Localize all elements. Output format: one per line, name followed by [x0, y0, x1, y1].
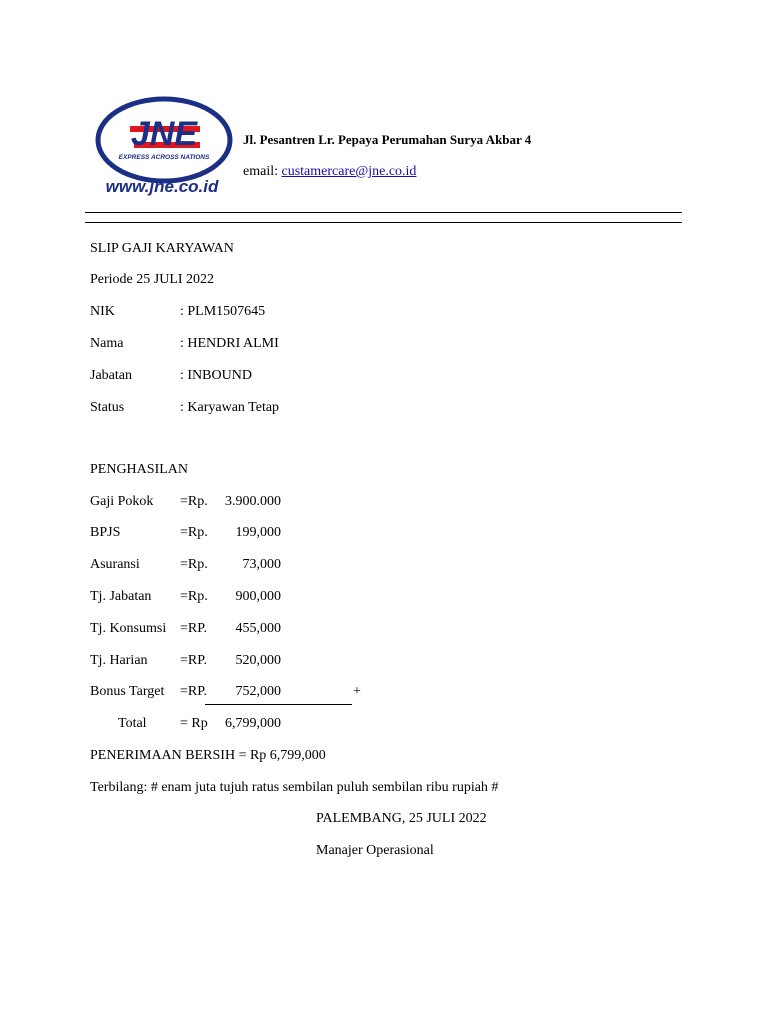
email-link[interactable]: custamercare@jne.co.id: [281, 164, 417, 179]
jne-logo-graphic: [94, 95, 234, 201]
income-label: BPJS: [90, 525, 121, 540]
income-amount: 3.900.000: [225, 494, 281, 509]
income-amount: 199,000: [235, 525, 281, 540]
employee-label: NIK: [90, 304, 115, 319]
jne-logo: [94, 95, 234, 201]
income-currency: =Rp.: [180, 525, 208, 540]
income-currency: =Rp.: [180, 589, 208, 604]
amount-in-words: Terbilang: # enam juta tujuh ratus sembilan puluh sembilan ribu rupiah #: [90, 780, 499, 795]
income-amount: 520,000: [235, 653, 281, 668]
employee-label: Nama: [90, 336, 124, 351]
net-salary: PENERIMAAN BERSIH = Rp 6,799,000: [90, 748, 326, 763]
sum-rule: [205, 704, 352, 705]
income-amount: 73,000: [242, 557, 281, 572]
logo-brand-text: JNE: [130, 115, 198, 153]
income-label: Tj. Harian: [90, 653, 148, 668]
income-label: Tj. Konsumsi: [90, 621, 167, 636]
income-heading: PENGHASILAN: [90, 462, 188, 477]
income-currency: =RP.: [180, 684, 207, 699]
logo-website: www.jne.co.id: [105, 177, 219, 196]
employee-value: : PLM1507645: [180, 304, 266, 319]
email-label: email:: [243, 164, 278, 179]
income-currency: =RP.: [180, 621, 207, 636]
total-currency: = Rp: [180, 716, 208, 731]
income-amount: 455,000: [235, 621, 281, 636]
header-rule-top: [85, 212, 682, 213]
logo-tagline: EXPRESS ACROSS NATIONS: [118, 154, 210, 161]
email-line: [243, 164, 416, 180]
income-amount: 900,000: [235, 589, 281, 604]
income-label: Asuransi: [90, 557, 140, 572]
slip-period: Periode 25 JULI 2022: [90, 272, 215, 287]
signature-place-date: PALEMBANG, 25 JULI 2022: [316, 811, 487, 826]
total-amount: 6,799,000: [225, 716, 281, 731]
income-label: Tj. Jabatan: [90, 589, 152, 604]
income-label: Gaji Pokok: [90, 494, 154, 509]
sum-plus-sign: +: [353, 684, 361, 699]
employee-value: : Karyawan Tetap: [180, 400, 280, 415]
total-label: Total: [118, 716, 147, 731]
employee-value: : HENDRI ALMI: [180, 336, 279, 351]
header-rule-bottom: [85, 222, 682, 223]
income-currency: =Rp.: [180, 557, 208, 572]
slip-title: SLIP GAJI KARYAWAN: [90, 241, 234, 256]
employee-label: Status: [90, 400, 125, 415]
income-currency: =RP.: [180, 653, 207, 668]
income-currency: =Rp.: [180, 494, 208, 509]
signature-role: Manajer Operasional: [316, 843, 434, 858]
income-amount: 752,000: [235, 684, 281, 699]
employee-label: Jabatan: [90, 368, 132, 383]
income-label: Bonus Target: [90, 684, 165, 699]
employee-value: : INBOUND: [180, 368, 252, 383]
company-address: Jl. Pesantren Lr. Pepaya Perumahan Surya Akbar 4: [243, 132, 532, 147]
